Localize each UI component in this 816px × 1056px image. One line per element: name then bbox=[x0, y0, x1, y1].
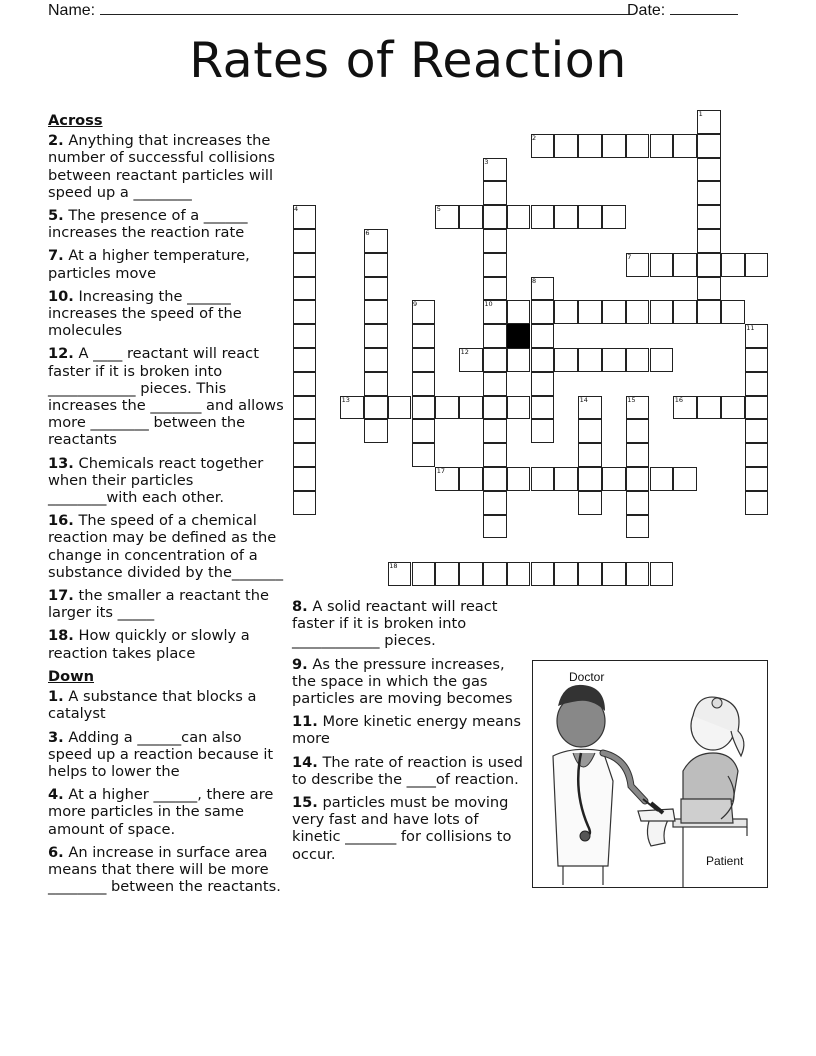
clue-number: 11. bbox=[292, 713, 318, 731]
clue-text: Anything that increases the number of successful collisions between reactant particles will speed up a ________ bbox=[48, 132, 276, 201]
grid-cell[interactable] bbox=[459, 467, 483, 491]
grid-cell[interactable] bbox=[745, 396, 769, 420]
grid-cell[interactable] bbox=[697, 181, 721, 205]
clues-right-column bbox=[292, 598, 528, 869]
doctor-patient-illustration bbox=[532, 660, 768, 888]
grid-cell[interactable] bbox=[745, 467, 769, 491]
grid-cell[interactable] bbox=[364, 277, 388, 301]
grid-cell[interactable] bbox=[673, 253, 697, 277]
clue-number: 14. bbox=[292, 753, 318, 771]
grid-cell[interactable] bbox=[650, 300, 674, 324]
grid-cell[interactable] bbox=[626, 300, 650, 324]
grid-cell[interactable] bbox=[697, 158, 721, 182]
grid-cell[interactable] bbox=[626, 396, 650, 420]
grid-cell[interactable] bbox=[626, 562, 650, 586]
grid-cell[interactable] bbox=[293, 419, 317, 443]
grid-number: 17 bbox=[436, 467, 446, 475]
clue-item bbox=[48, 207, 284, 241]
grid-number: 14 bbox=[579, 395, 588, 404]
clue-item bbox=[48, 786, 284, 838]
grid-cell[interactable] bbox=[697, 300, 721, 324]
down-clue-list-right bbox=[292, 598, 528, 863]
grid-cell[interactable] bbox=[507, 396, 531, 420]
grid-cell[interactable] bbox=[650, 562, 674, 586]
grid-cell[interactable] bbox=[626, 253, 650, 277]
grid-cell[interactable] bbox=[412, 443, 436, 467]
clue-number: 13. bbox=[48, 454, 74, 472]
grid-cell[interactable] bbox=[483, 491, 507, 515]
across-heading: Across bbox=[48, 112, 103, 129]
clue-number: 16. bbox=[48, 512, 74, 530]
grid-cell[interactable] bbox=[721, 253, 745, 277]
grid-cell[interactable] bbox=[578, 419, 602, 443]
grid-cell[interactable] bbox=[578, 562, 602, 586]
clue-text: How quickly or slowly a reaction takes place bbox=[48, 627, 250, 662]
grid-cell[interactable] bbox=[293, 253, 317, 277]
grid-cell[interactable] bbox=[578, 348, 602, 372]
grid-number: 18 bbox=[389, 562, 398, 571]
clue-number: 10. bbox=[48, 287, 74, 305]
grid-cell[interactable] bbox=[293, 348, 317, 372]
grid-cell[interactable] bbox=[602, 467, 626, 491]
name-field[interactable] bbox=[48, 0, 632, 20]
grid-cell[interactable] bbox=[578, 491, 602, 515]
grid-cell[interactable] bbox=[435, 562, 459, 586]
grid-number: 8 bbox=[532, 276, 537, 285]
grid-cell[interactable] bbox=[673, 467, 697, 491]
down-heading: Down bbox=[48, 667, 95, 685]
grid-cell[interactable] bbox=[459, 562, 483, 586]
grid-cell[interactable] bbox=[531, 324, 555, 348]
grid-cell[interactable] bbox=[745, 372, 769, 396]
grid-cell[interactable] bbox=[531, 277, 555, 301]
grid-cell[interactable] bbox=[721, 396, 745, 420]
grid-number: 7 bbox=[627, 252, 632, 261]
grid-cell[interactable] bbox=[745, 253, 769, 277]
grid-cell[interactable] bbox=[483, 348, 507, 372]
clue-item bbox=[48, 844, 284, 896]
grid-cell[interactable] bbox=[483, 300, 507, 324]
grid-cell[interactable] bbox=[745, 324, 769, 348]
grid-cell[interactable] bbox=[293, 467, 317, 491]
grid-cell[interactable] bbox=[578, 467, 602, 491]
grid-cell[interactable] bbox=[697, 277, 721, 301]
grid-cell[interactable] bbox=[697, 396, 721, 420]
grid-cell[interactable] bbox=[650, 348, 674, 372]
clue-text: particles must be moving very fast and have lots of kinetic _______ for collisions to occur. bbox=[292, 794, 512, 863]
grid-cell[interactable] bbox=[697, 229, 721, 253]
grid-cell[interactable] bbox=[459, 205, 483, 229]
grid-cell[interactable] bbox=[412, 324, 436, 348]
grid-number: 15 bbox=[627, 395, 636, 404]
grid-cell[interactable] bbox=[531, 467, 555, 491]
grid-cell[interactable] bbox=[554, 300, 578, 324]
clue-number: 2. bbox=[48, 132, 64, 150]
grid-cell[interactable] bbox=[531, 396, 555, 420]
across-clue-list bbox=[48, 132, 284, 662]
grid-cell[interactable] bbox=[626, 348, 650, 372]
grid-cell[interactable] bbox=[578, 443, 602, 467]
grid-number: 10 bbox=[484, 300, 493, 309]
clue-text: As the pressure increases, the space in which the gas particles are moving becomes bbox=[292, 655, 513, 708]
grid-cell[interactable] bbox=[602, 205, 626, 229]
grid-cell[interactable] bbox=[435, 205, 459, 229]
clue-item bbox=[48, 587, 284, 621]
clue-text: The presence of a ______ increases the reaction rate bbox=[48, 207, 248, 242]
grid-cell[interactable] bbox=[531, 348, 555, 372]
grid-cell[interactable] bbox=[602, 348, 626, 372]
clue-number: 17. bbox=[48, 587, 74, 605]
grid-cell[interactable] bbox=[626, 134, 650, 158]
grid-cell[interactable] bbox=[293, 300, 317, 324]
grid-cell[interactable] bbox=[293, 277, 317, 301]
grid-cell[interactable] bbox=[483, 443, 507, 467]
grid-cell[interactable] bbox=[626, 491, 650, 515]
grid-cell[interactable] bbox=[650, 467, 674, 491]
date-label: Date: bbox=[627, 2, 670, 19]
grid-cell[interactable] bbox=[388, 396, 412, 420]
grid-cell[interactable] bbox=[483, 229, 507, 253]
date-field[interactable] bbox=[627, 0, 738, 20]
grid-cell[interactable] bbox=[364, 372, 388, 396]
grid-cell[interactable] bbox=[626, 515, 650, 539]
clue-item bbox=[48, 132, 284, 201]
grid-cell[interactable] bbox=[364, 229, 388, 253]
grid-cell[interactable] bbox=[364, 396, 388, 420]
grid-cell[interactable] bbox=[364, 253, 388, 277]
grid-cell[interactable] bbox=[554, 205, 578, 229]
grid-cell[interactable] bbox=[602, 300, 626, 324]
black-grid-cell bbox=[507, 324, 531, 348]
clue-item bbox=[48, 288, 284, 340]
grid-cell[interactable] bbox=[364, 348, 388, 372]
grid-cell[interactable] bbox=[435, 467, 459, 491]
grid-number: 11 bbox=[746, 324, 755, 333]
grid-cell[interactable] bbox=[745, 443, 769, 467]
grid-number: 4 bbox=[294, 205, 299, 214]
clue-text: A substance that blocks a catalyst bbox=[48, 688, 257, 723]
clue-text: A ____ reactant will react faster if it is broken into ____________ pieces. This increases the _______ and allows more ________ between the reactants bbox=[48, 345, 284, 449]
grid-cell[interactable] bbox=[745, 491, 769, 515]
grid-cell[interactable] bbox=[412, 348, 436, 372]
clue-number: 12. bbox=[48, 345, 74, 363]
grid-cell[interactable] bbox=[531, 205, 555, 229]
grid-cell[interactable] bbox=[673, 396, 697, 420]
grid-number: 5 bbox=[436, 205, 441, 214]
grid-cell[interactable] bbox=[412, 562, 436, 586]
grid-cell[interactable] bbox=[412, 419, 436, 443]
clue-item bbox=[48, 455, 284, 507]
grid-cell[interactable] bbox=[650, 253, 674, 277]
grid-cell[interactable] bbox=[412, 396, 436, 420]
clue-text: More kinetic energy means more bbox=[292, 713, 521, 748]
grid-cell[interactable] bbox=[697, 110, 721, 134]
clue-item bbox=[48, 512, 284, 581]
clue-text: Increasing the ______ increases the speed of the molecules bbox=[48, 287, 242, 340]
patient-label: Patient bbox=[706, 854, 744, 868]
grid-cell[interactable] bbox=[697, 253, 721, 277]
grid-cell[interactable] bbox=[483, 562, 507, 586]
grid-cell[interactable] bbox=[650, 134, 674, 158]
grid-cell[interactable] bbox=[602, 562, 626, 586]
clue-text: At a higher temperature, particles move bbox=[48, 247, 250, 282]
grid-cell[interactable] bbox=[554, 562, 578, 586]
grid-number: 3 bbox=[484, 157, 489, 166]
grid-cell[interactable] bbox=[364, 419, 388, 443]
clues-left-column bbox=[48, 112, 284, 901]
grid-number: 1 bbox=[698, 110, 703, 118]
grid-cell[interactable] bbox=[531, 419, 555, 443]
grid-cell[interactable] bbox=[483, 372, 507, 396]
grid-cell[interactable] bbox=[673, 300, 697, 324]
clue-item bbox=[292, 713, 528, 747]
clue-item bbox=[292, 598, 528, 650]
clue-number: 5. bbox=[48, 207, 64, 225]
clue-number: 3. bbox=[48, 728, 64, 746]
clue-item bbox=[48, 688, 284, 722]
grid-number: 9 bbox=[413, 300, 418, 309]
grid-cell[interactable] bbox=[388, 562, 412, 586]
grid-number: 12 bbox=[460, 348, 469, 356]
grid-cell[interactable] bbox=[364, 300, 388, 324]
grid-cell[interactable] bbox=[554, 134, 578, 158]
clue-text: A solid reactant will react faster if it is broken into ____________ pieces. bbox=[292, 598, 498, 650]
grid-cell[interactable] bbox=[459, 396, 483, 420]
grid-cell[interactable] bbox=[507, 562, 531, 586]
clue-item bbox=[292, 794, 528, 863]
name-blank[interactable] bbox=[100, 0, 632, 15]
clue-number: 1. bbox=[48, 688, 64, 706]
grid-cell[interactable] bbox=[578, 205, 602, 229]
grid-cell[interactable] bbox=[293, 491, 317, 515]
clue-item bbox=[292, 754, 528, 788]
clue-text: The rate of reaction is used to describe the ____of reaction. bbox=[292, 753, 523, 788]
clue-number: 18. bbox=[48, 627, 74, 645]
grid-cell[interactable] bbox=[483, 419, 507, 443]
clue-text: Chemicals react together when their particles ________with each other. bbox=[48, 454, 264, 507]
grid-cell[interactable] bbox=[697, 134, 721, 158]
grid-cell[interactable] bbox=[721, 300, 745, 324]
clue-text: An increase in surface area means that there will be more ________ between the reactants. bbox=[48, 843, 281, 896]
grid-cell[interactable] bbox=[626, 419, 650, 443]
grid-cell[interactable] bbox=[293, 324, 317, 348]
grid-cell[interactable] bbox=[578, 396, 602, 420]
grid-cell[interactable] bbox=[412, 372, 436, 396]
grid-number: 2 bbox=[532, 133, 537, 142]
grid-cell[interactable] bbox=[554, 348, 578, 372]
clue-number: 8. bbox=[292, 598, 308, 615]
grid-number: 16 bbox=[674, 395, 684, 404]
clue-item bbox=[48, 345, 284, 448]
clue-number: 4. bbox=[48, 786, 64, 804]
grid-cell[interactable] bbox=[626, 467, 650, 491]
date-blank[interactable] bbox=[670, 0, 738, 15]
grid-number: 13 bbox=[341, 395, 350, 404]
grid-cell[interactable] bbox=[483, 467, 507, 491]
grid-cell[interactable] bbox=[483, 205, 507, 229]
grid-cell[interactable] bbox=[602, 134, 626, 158]
grid-cell[interactable] bbox=[507, 467, 531, 491]
clue-text: the smaller a reactant the larger its _____ bbox=[48, 587, 270, 622]
clue-item bbox=[48, 627, 284, 661]
grid-cell[interactable] bbox=[459, 348, 483, 372]
grid-cell[interactable] bbox=[483, 396, 507, 420]
clue-number: 15. bbox=[292, 794, 318, 812]
grid-cell[interactable] bbox=[293, 205, 317, 229]
grid-cell[interactable] bbox=[507, 300, 531, 324]
grid-cell[interactable] bbox=[435, 396, 459, 420]
clue-item bbox=[48, 729, 284, 781]
grid-cell[interactable] bbox=[293, 229, 317, 253]
clue-number: 7. bbox=[48, 247, 64, 265]
grid-cell[interactable] bbox=[340, 396, 364, 420]
grid-cell[interactable] bbox=[554, 467, 578, 491]
grid-cell[interactable] bbox=[697, 205, 721, 229]
clue-number: 9. bbox=[292, 655, 308, 673]
grid-cell[interactable] bbox=[578, 300, 602, 324]
grid-cell[interactable] bbox=[483, 324, 507, 348]
clue-text: At a higher ______, there are more particles in the same amount of space. bbox=[48, 786, 274, 838]
grid-number: 6 bbox=[365, 229, 370, 237]
grid-cell[interactable] bbox=[483, 515, 507, 539]
grid-cell[interactable] bbox=[531, 134, 555, 158]
grid-cell[interactable] bbox=[626, 443, 650, 467]
page-title: Rates of Reaction bbox=[189, 32, 627, 89]
doctor-label: Doctor bbox=[569, 670, 605, 684]
clue-text: Adding a ______can also speed up a reaction because it helps to lower the bbox=[48, 728, 274, 780]
grid-cell[interactable] bbox=[483, 158, 507, 182]
grid-cell[interactable] bbox=[507, 205, 531, 229]
grid-cell[interactable] bbox=[412, 300, 436, 324]
grid-cell[interactable] bbox=[293, 443, 317, 467]
grid-cell[interactable] bbox=[673, 134, 697, 158]
grid-cell[interactable] bbox=[507, 348, 531, 372]
grid-cell[interactable] bbox=[483, 181, 507, 205]
grid-cell[interactable] bbox=[483, 277, 507, 301]
clue-item bbox=[48, 247, 284, 281]
grid-cell[interactable] bbox=[364, 324, 388, 348]
grid-cell[interactable] bbox=[745, 348, 769, 372]
grid-cell[interactable] bbox=[293, 372, 317, 396]
clue-item bbox=[292, 656, 528, 708]
name-label: Name: bbox=[48, 2, 100, 19]
grid-cell[interactable] bbox=[745, 419, 769, 443]
grid-cell[interactable] bbox=[578, 134, 602, 158]
down-clue-list-left bbox=[48, 688, 284, 895]
grid-cell[interactable] bbox=[531, 562, 555, 586]
grid-cell[interactable] bbox=[531, 300, 555, 324]
grid-cell[interactable] bbox=[483, 253, 507, 277]
grid-cell[interactable] bbox=[531, 372, 555, 396]
grid-cell[interactable] bbox=[293, 396, 317, 420]
clue-number: 6. bbox=[48, 843, 64, 861]
clue-text: The speed of a chemical reaction may be defined as the change in concentration of a substance divided by the_______ bbox=[48, 512, 283, 581]
